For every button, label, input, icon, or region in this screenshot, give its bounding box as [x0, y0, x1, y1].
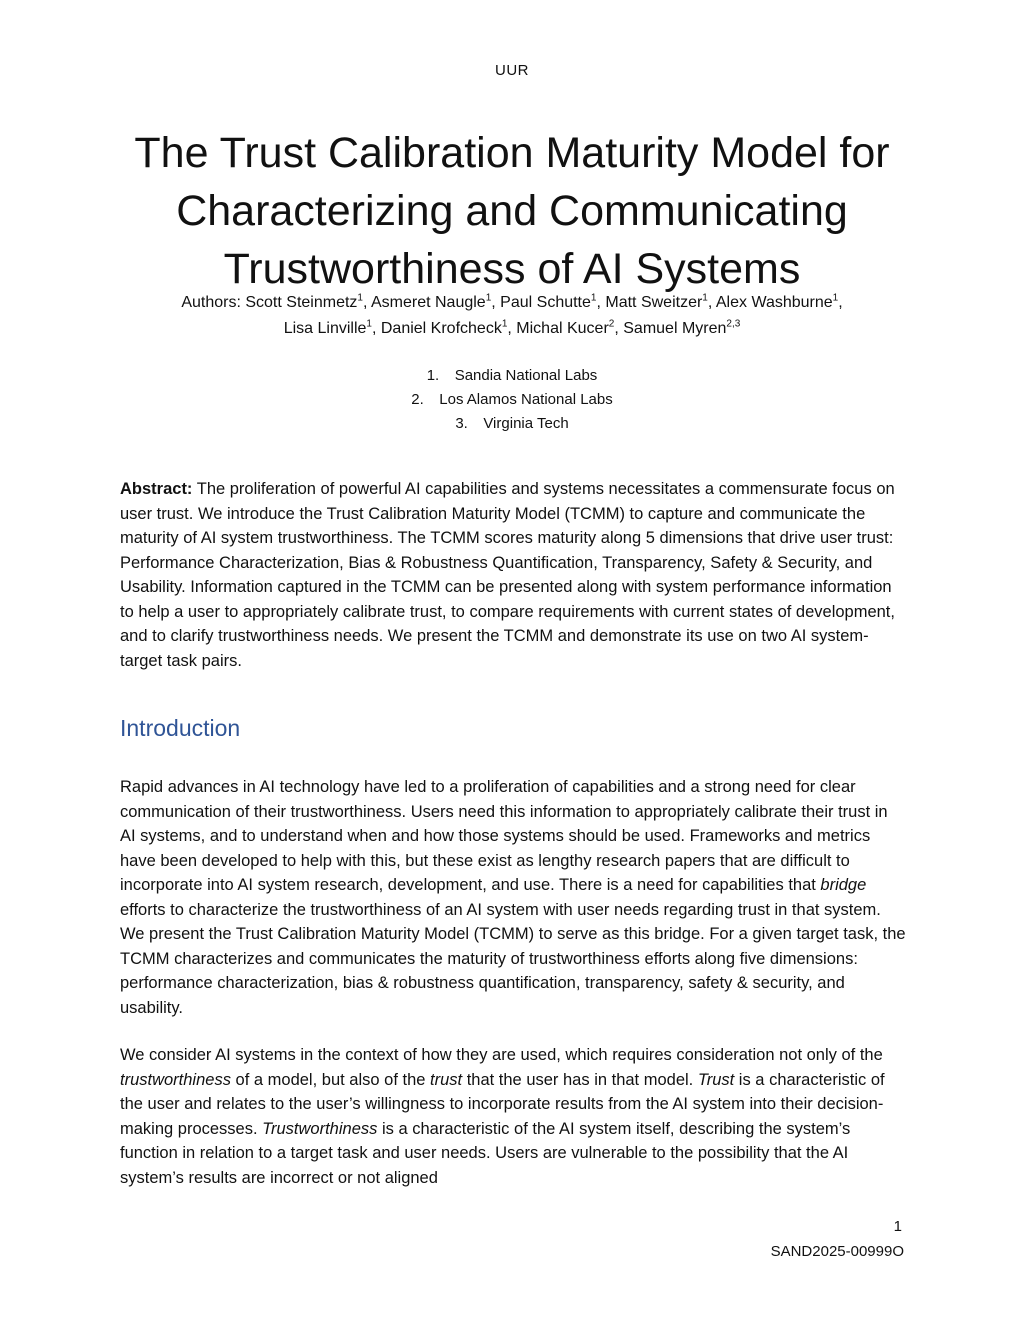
- author: Michal Kucer$^2$,: [516, 318, 619, 337]
- title-line: The Trust Calibration Maturity Model for: [134, 129, 890, 177]
- affiliation-list: [0, 364, 1024, 436]
- affiliation-item: 2. Los Alamos National Labs: [411, 391, 613, 408]
- author: Paul Schutte$^1$,: [500, 292, 601, 311]
- abstract-label: Abstract:: [120, 480, 193, 498]
- abstract: [120, 477, 906, 673]
- document-id: SAND2025-00999O: [770, 1243, 904, 1260]
- classification-marking: UUR: [495, 62, 529, 79]
- author: Matt Sweitzer$^1$,: [605, 292, 713, 311]
- page-number: 1: [893, 1218, 902, 1235]
- author: Lisa Linville$^1$,: [283, 318, 377, 337]
- title-line: Trustworthiness of AI Systems: [223, 245, 801, 293]
- section-heading-introduction: Introduction: [120, 715, 241, 741]
- author: Samuel Myren$^{2,3}$: [623, 318, 741, 337]
- authors-label: Authors:: [181, 294, 241, 311]
- abstract-text: The proliferation of powerful AI capabilities and systems necessitates a commensurate focus on user trust. We introduce the Trust Calibration Maturity Model (TCMM) to capture and communicate the maturity of AI system trustworthiness. The TCMM scores maturity along 5 dimensions that drive user trust: Performance Characterization, Bias & Robustness Quantification, Transparency, Safety & Security, and Usability. Information captured in the TCMM can be presented along with system performance information to help a user to appropriately calibrate trust, to compare requirements with current states of development, and to clarify trustworthiness needs. We present the TCMM and demonstrate its use on two AI system-target task pairs.: [120, 480, 895, 670]
- author: Asmeret Naugle$^1$,: [370, 292, 496, 311]
- author: Daniel Krofcheck$^1$,: [380, 318, 512, 337]
- intro-paragraph-1: Rapid advances in AI technology have led to a proliferation of capabilities and a strong need for clear communication of their trustworthiness. Users need this information to appropriately calibrate their trust in AI systems, and to understand when and how those systems should be used. Frameworks and metrics have been developed to help with this, but these exist as lengthy research papers that are difficult to incorporate into AI system research, development, and use. There is a need for capabilities that bridge efforts to characterize the trustworthiness of an AI system with user needs regarding trust in that system. We present the Trust Calibration Maturity Model (TCMM) to serve as this bridge. For a given target task, the TCMM characterizes and communicates the maturity of trustworthiness efforts along five dimensions: performance characterization, bias & robustness quantification, transparency, safety & security, and usability.: [120, 778, 906, 1017]
- author: Alex Washburne$^1$,: [715, 292, 843, 311]
- author: Scott Steinmetz$^1$,: [245, 292, 368, 311]
- paper-title: [80, 124, 944, 298]
- affiliation-item: 3. Virginia Tech: [455, 415, 569, 432]
- affiliation-item: 1. Sandia National Labs: [426, 367, 598, 384]
- author-list: [100, 290, 924, 342]
- intro-paragraph-2: We consider AI systems in the context of how they are used, which requires consideration not only of the trustworthiness of a model, but also of the trust that the user has in that model. Trust is a characteristic of the user and relates to the user’s willingness to incorporate results from the AI system into their decision-making processes. Trustworthiness is a characteristic of the AI system itself, describing the system’s function in relation to a target task and user needs. Users are vulnerable to the possibility that the AI system’s results are incorrect or not aligned: [120, 1046, 885, 1187]
- title-line: Characterizing and Communicating: [176, 187, 848, 235]
